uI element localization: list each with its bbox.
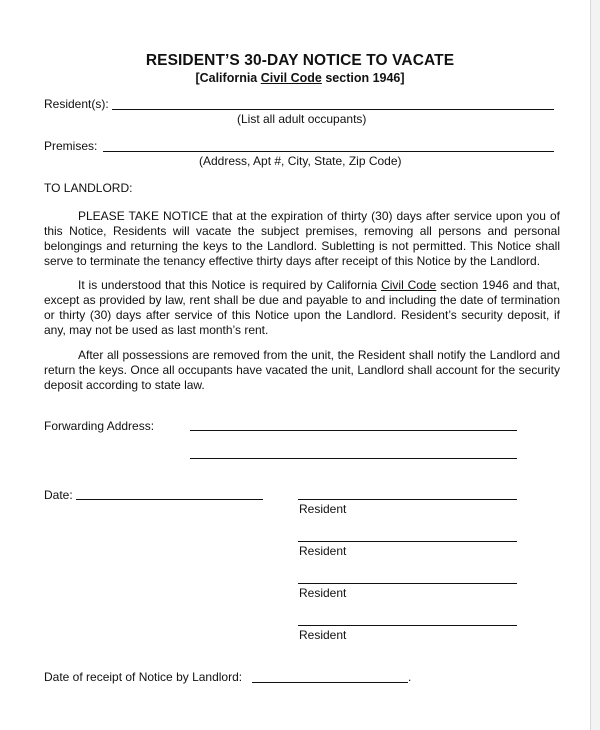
premises-label: Premises: [44, 139, 98, 153]
date-label: Date: [44, 488, 73, 502]
resident-signature-label-4: Resident [299, 628, 347, 642]
resident-signature-line-2[interactable] [298, 541, 517, 542]
forwarding-address-label: Forwarding Address: [44, 419, 155, 433]
premises-hint: (Address, Apt #, City, State, Zip Code) [199, 154, 402, 168]
subtitle-open: [California [195, 71, 261, 85]
resident-signature-line-3[interactable] [298, 583, 517, 584]
forwarding-address-line-1[interactable] [190, 430, 517, 431]
subtitle-close: section 1946] [321, 71, 405, 85]
to-landlord-heading: TO LANDLORD: [44, 181, 133, 195]
resident-signature-line-4[interactable] [298, 625, 517, 626]
premises-field[interactable] [103, 151, 554, 152]
notice-paragraph-1: PLEASE TAKE NOTICE that at the expiration of thirty (30) days after service upon you of this Notice, Residents will vacate the subject premises, removing all persons and personal belongings and returning the keys to the Landlord. Subletting is not permitted. This Notice shall serve to terminate the tenancy effective thirty days after receipt of this Notice by the Landlord. [44, 209, 560, 268]
notice-paragraph-2 [44, 278, 560, 338]
paragraph-2-text-end: section 1946 and that, except as provided by law, rent shall be due and payable to and including the date of termination or thirty (30) days after service of this Notice upon the Landlord. Resident’s security deposit, if any, may not be used as last month’s rent. [44, 278, 560, 337]
receipt-date-field[interactable] [252, 682, 408, 683]
date-field[interactable] [76, 499, 263, 500]
forwarding-address-line-2[interactable] [190, 458, 517, 459]
document-title: RESIDENT’S 30-DAY NOTICE TO VACATE [145, 52, 455, 69]
residents-label: Resident(s): [44, 97, 109, 111]
subtitle-civil-code: Civil Code [260, 71, 322, 85]
receipt-date-label: Date of receipt of Notice by Landlord: [44, 670, 243, 684]
resident-signature-line-1[interactable] [298, 499, 517, 500]
resident-signature-label-3: Resident [299, 586, 347, 600]
residents-hint: (List all adult occupants) [237, 112, 367, 126]
document-subtitle [0, 71, 600, 85]
paragraph-2-text-start: It is understood that this Notice is required by California [78, 278, 382, 292]
paragraph-2-civil-code: Civil Code [381, 278, 437, 292]
residents-field[interactable] [112, 109, 554, 110]
notice-paragraph-3: After all possessions are removed from the unit, the Resident shall notify the Landlord and return the keys. Once all occupants have vacated the unit, Landlord shall account for the security deposit according to state law. [44, 348, 560, 392]
receipt-date-period: . [408, 670, 412, 684]
resident-signature-label-2: Resident [299, 544, 347, 558]
resident-signature-label-1: Resident [299, 502, 347, 516]
